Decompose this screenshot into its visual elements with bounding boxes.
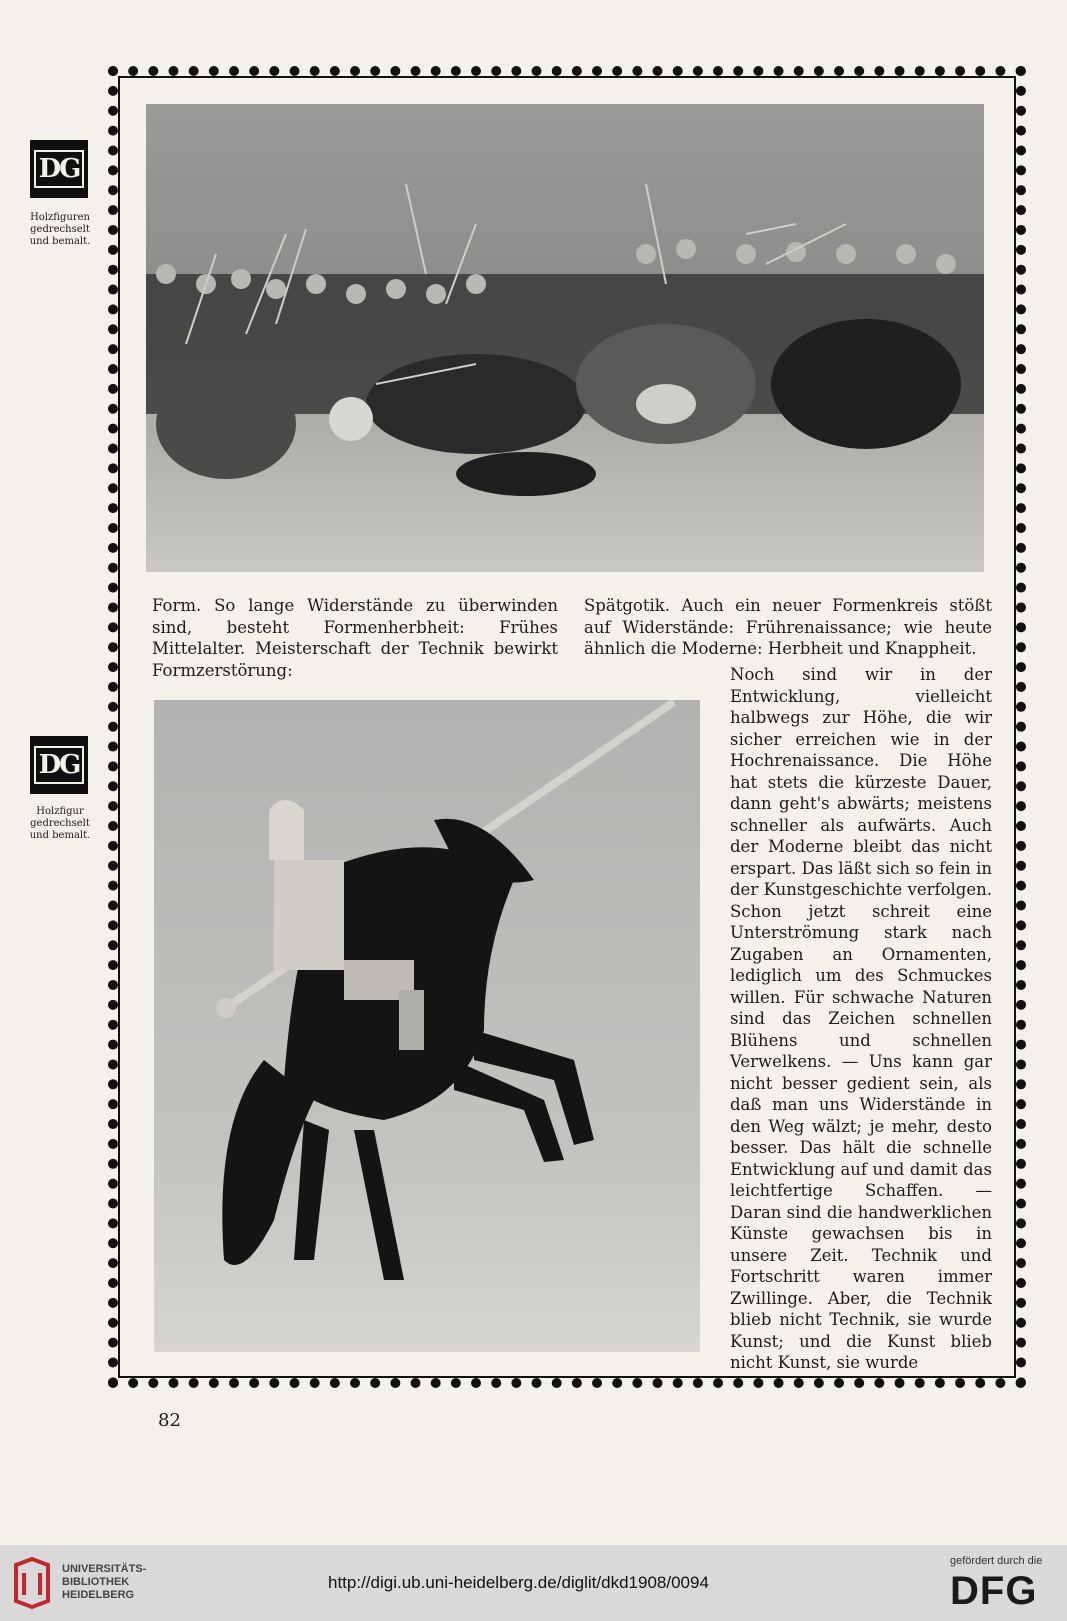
funded-by-label: gefördert durch die	[950, 1555, 1043, 1567]
caption-top-photo: Holzfiguren gedrechselt und bemalt.	[29, 212, 91, 247]
article-text-right-continue: Noch sind wir in der Entwicklung, vielleicht halbwegs zur Höhe, die wir sicher erreichen wie in der Hochrenaissance. Die Höhe hat stets die kürzeste Dauer, dann geht's abwärts; meistens schneller als aufwärts. Auch der Moderne bleibt das nicht erspart. Das läßt sich so fein in der Kunstgeschichte verfolgen. Schon jetzt schreit eine Unterströmung stark nach Zugaben an Ornamenten, lediglich um des Schmuckes willen. Für schwache Naturen sind das Zeichen schnellen Blühens und schnellen Verwelkens. — Uns kann gar nicht besser gedient sein, als daß man uns Widerstände in den Weg wälzt; je mehr, desto besser. Das hält die schnelle Entwicklung auf und damit das leichtfertige Schaffen. — Daran sind die handwerklichen Künste gewachsen bis in unsere Zeit. Technik und Fortschritt waren immer Zwillinge. Aber, die Technik blieb nicht Technik, sie wurde Kunst; und die Kunst blieb nicht Kunst, sie wurde	[730, 665, 992, 1372]
monogram-logo-top: DG	[30, 140, 88, 198]
article-text-right-top: Spätgotik. Auch ein neuer Formenkreis stößt auf Widerstände: Frührenaissance; wie heute ähnlich die Moderne: Herbheit und Knappheit.	[584, 596, 992, 658]
monogram-logo-bottom: DG	[30, 736, 88, 794]
knight-on-horse-photo	[154, 700, 700, 1352]
dfg-logo: DFG	[950, 1569, 1038, 1613]
article-text-left: Form. So lange Widerstände zu überwinden sind, besteht Formenherbheit: Frühes Mittelalter. Meisterschaft der Technik bewirkt Formzerstörung:	[152, 596, 558, 680]
battle-scene-photo	[146, 104, 984, 572]
caption-bottom-photo: Holzfigur gedrechselt und bemalt.	[29, 806, 91, 841]
digital-library-url[interactable]: http://digi.ub.uni-heidelberg.de/diglit/dkd1908/0094	[328, 1573, 709, 1592]
footer-bar	[0, 1545, 1067, 1621]
page-number: 82	[158, 1410, 181, 1431]
university-library-logo-icon	[12, 1557, 52, 1609]
university-library-name: UNIVERSITÄTS- BIBLIOTHEK HEIDELBERG	[62, 1563, 147, 1601]
